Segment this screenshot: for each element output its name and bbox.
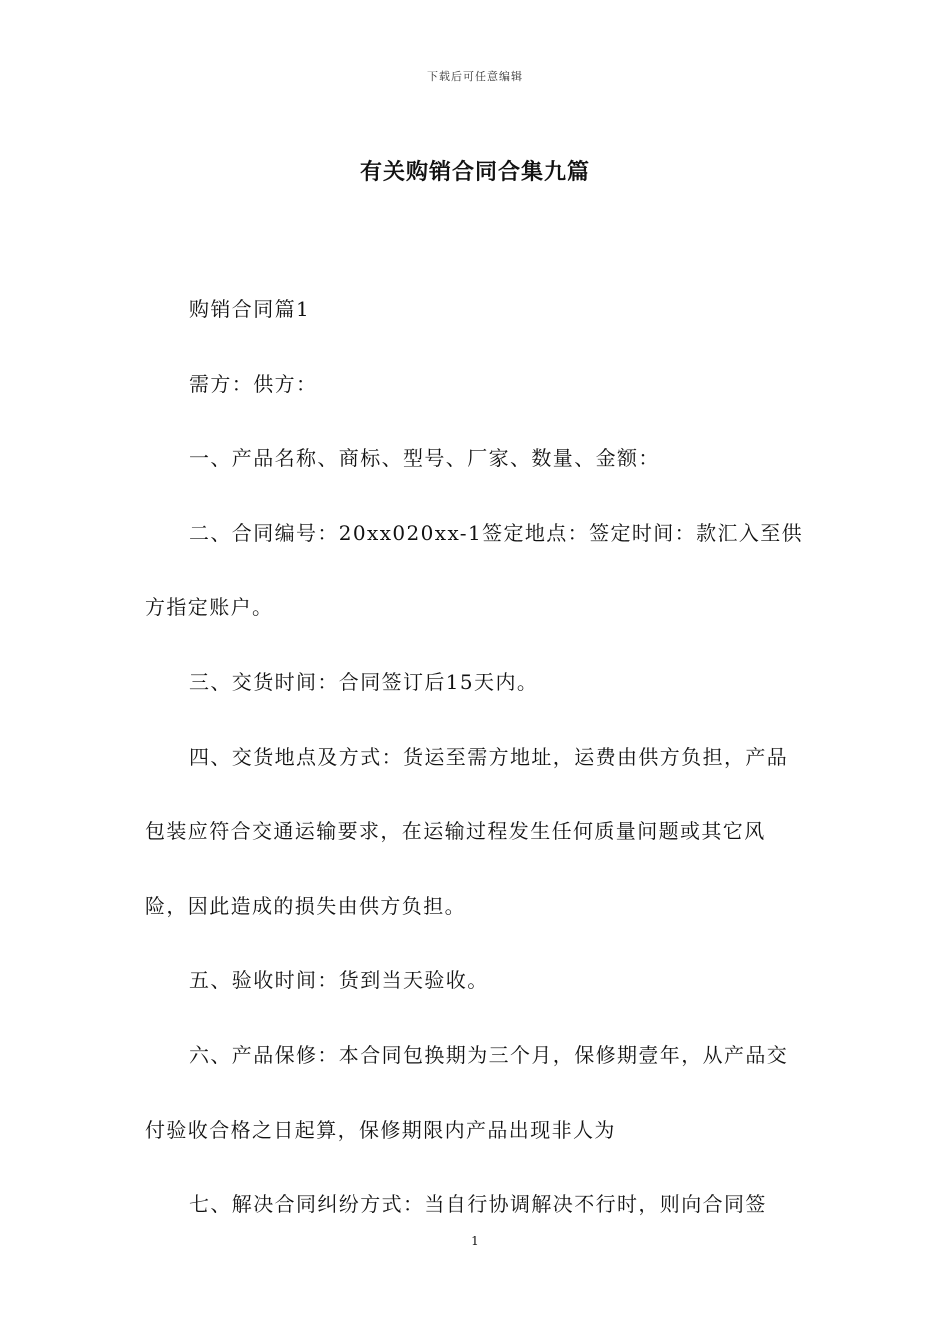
clause-5: 五、验收时间：货到当天验收。	[189, 968, 489, 993]
document-title: 有关购销合同合集九篇	[359, 160, 590, 185]
page-header-note: 下载后可任意编辑	[427, 70, 523, 83]
clause-2: 二、合同编号：20xx020xx-1签定地点：签定时间：款汇入至供方指定账户。	[145, 520, 804, 620]
clause-7: 七、解决合同纠纷方式：当自行协调解决不行时，则向合同签	[189, 1192, 767, 1217]
section-heading: 购销合同篇1	[189, 297, 311, 321]
page-number: 1	[471, 1234, 479, 1248]
parties-line: 需方：供方：	[189, 371, 318, 396]
clause-3: 三、交货时间：合同签订后15天内。	[189, 669, 539, 694]
clause-4: 四、交货地点及方式：货运至需方地址，运费由供方负担，产品包装应符合交通运输要求，在运输过程发生任何质量问题或其它风险，因此造成的损失由供方负担。	[145, 744, 789, 918]
clause-6: 六、产品保修：本合同包换期为三个月，保修期壹年，从产品交付验收合格之日起算，保修期限内产品出现非人为	[145, 1042, 789, 1142]
document-body	[145, 272, 807, 1242]
clause-1: 一、产品名称、商标、型号、厂家、数量、金额：	[189, 446, 660, 471]
